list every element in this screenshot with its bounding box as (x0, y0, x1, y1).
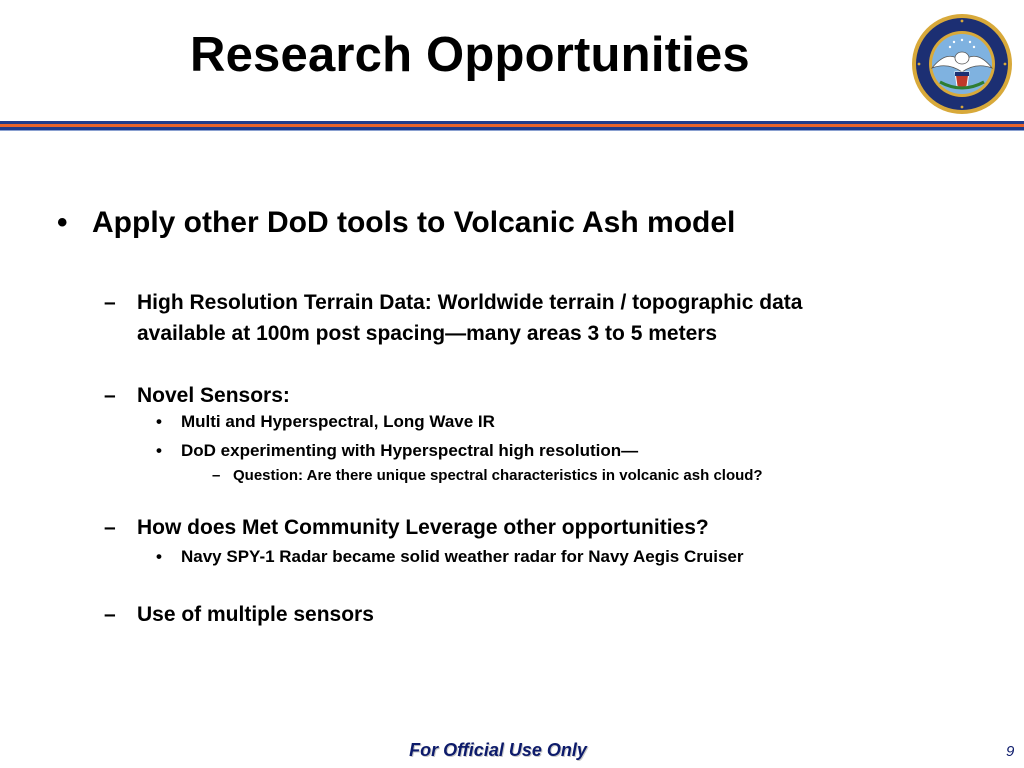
bullet-marker: • (57, 206, 68, 239)
subsub-marker: – (212, 467, 221, 484)
sub-bullet-marker: • (156, 441, 162, 460)
footer-label: For Official Use Only (409, 740, 587, 760)
sub-item-spy1-radar: Navy SPY-1 Radar became solid weather radar for Navy Aegis Cruiser (181, 547, 744, 566)
dash-marker: – (104, 384, 116, 407)
page-title: Research Opportunities (190, 28, 750, 82)
dash-marker: – (104, 291, 116, 314)
dash-marker: – (104, 603, 116, 626)
page-number: 9 (1006, 743, 1015, 760)
dash-marker: – (104, 516, 116, 539)
sub-bullet-marker: • (156, 412, 162, 431)
terrain-data-item (137, 287, 977, 349)
sub-bullet-marker: • (156, 547, 162, 566)
met-community-item: How does Met Community Leverage other opportunities? (137, 516, 709, 539)
terrain-line-2: available at 100m post spacing—many areas 3 to 5 meters (137, 322, 718, 345)
novel-sensors-item: Novel Sensors: (137, 384, 290, 407)
sub-item-multispectral: Multi and Hyperspectral, Long Wave IR (181, 412, 495, 431)
multiple-sensors-item: Use of multiple sensors (137, 603, 374, 626)
sub-item-hyperspectral: DoD experimenting with Hyperspectral high resolution— (181, 441, 639, 460)
question-item: Question: Are there unique spectral characteristics in volcanic ash cloud? (233, 467, 763, 484)
main-bullet: Apply other DoD tools to Volcanic Ash model (92, 206, 736, 239)
terrain-line-1: High Resolution Terrain Data: Worldwide terrain / topographic data (137, 291, 803, 314)
